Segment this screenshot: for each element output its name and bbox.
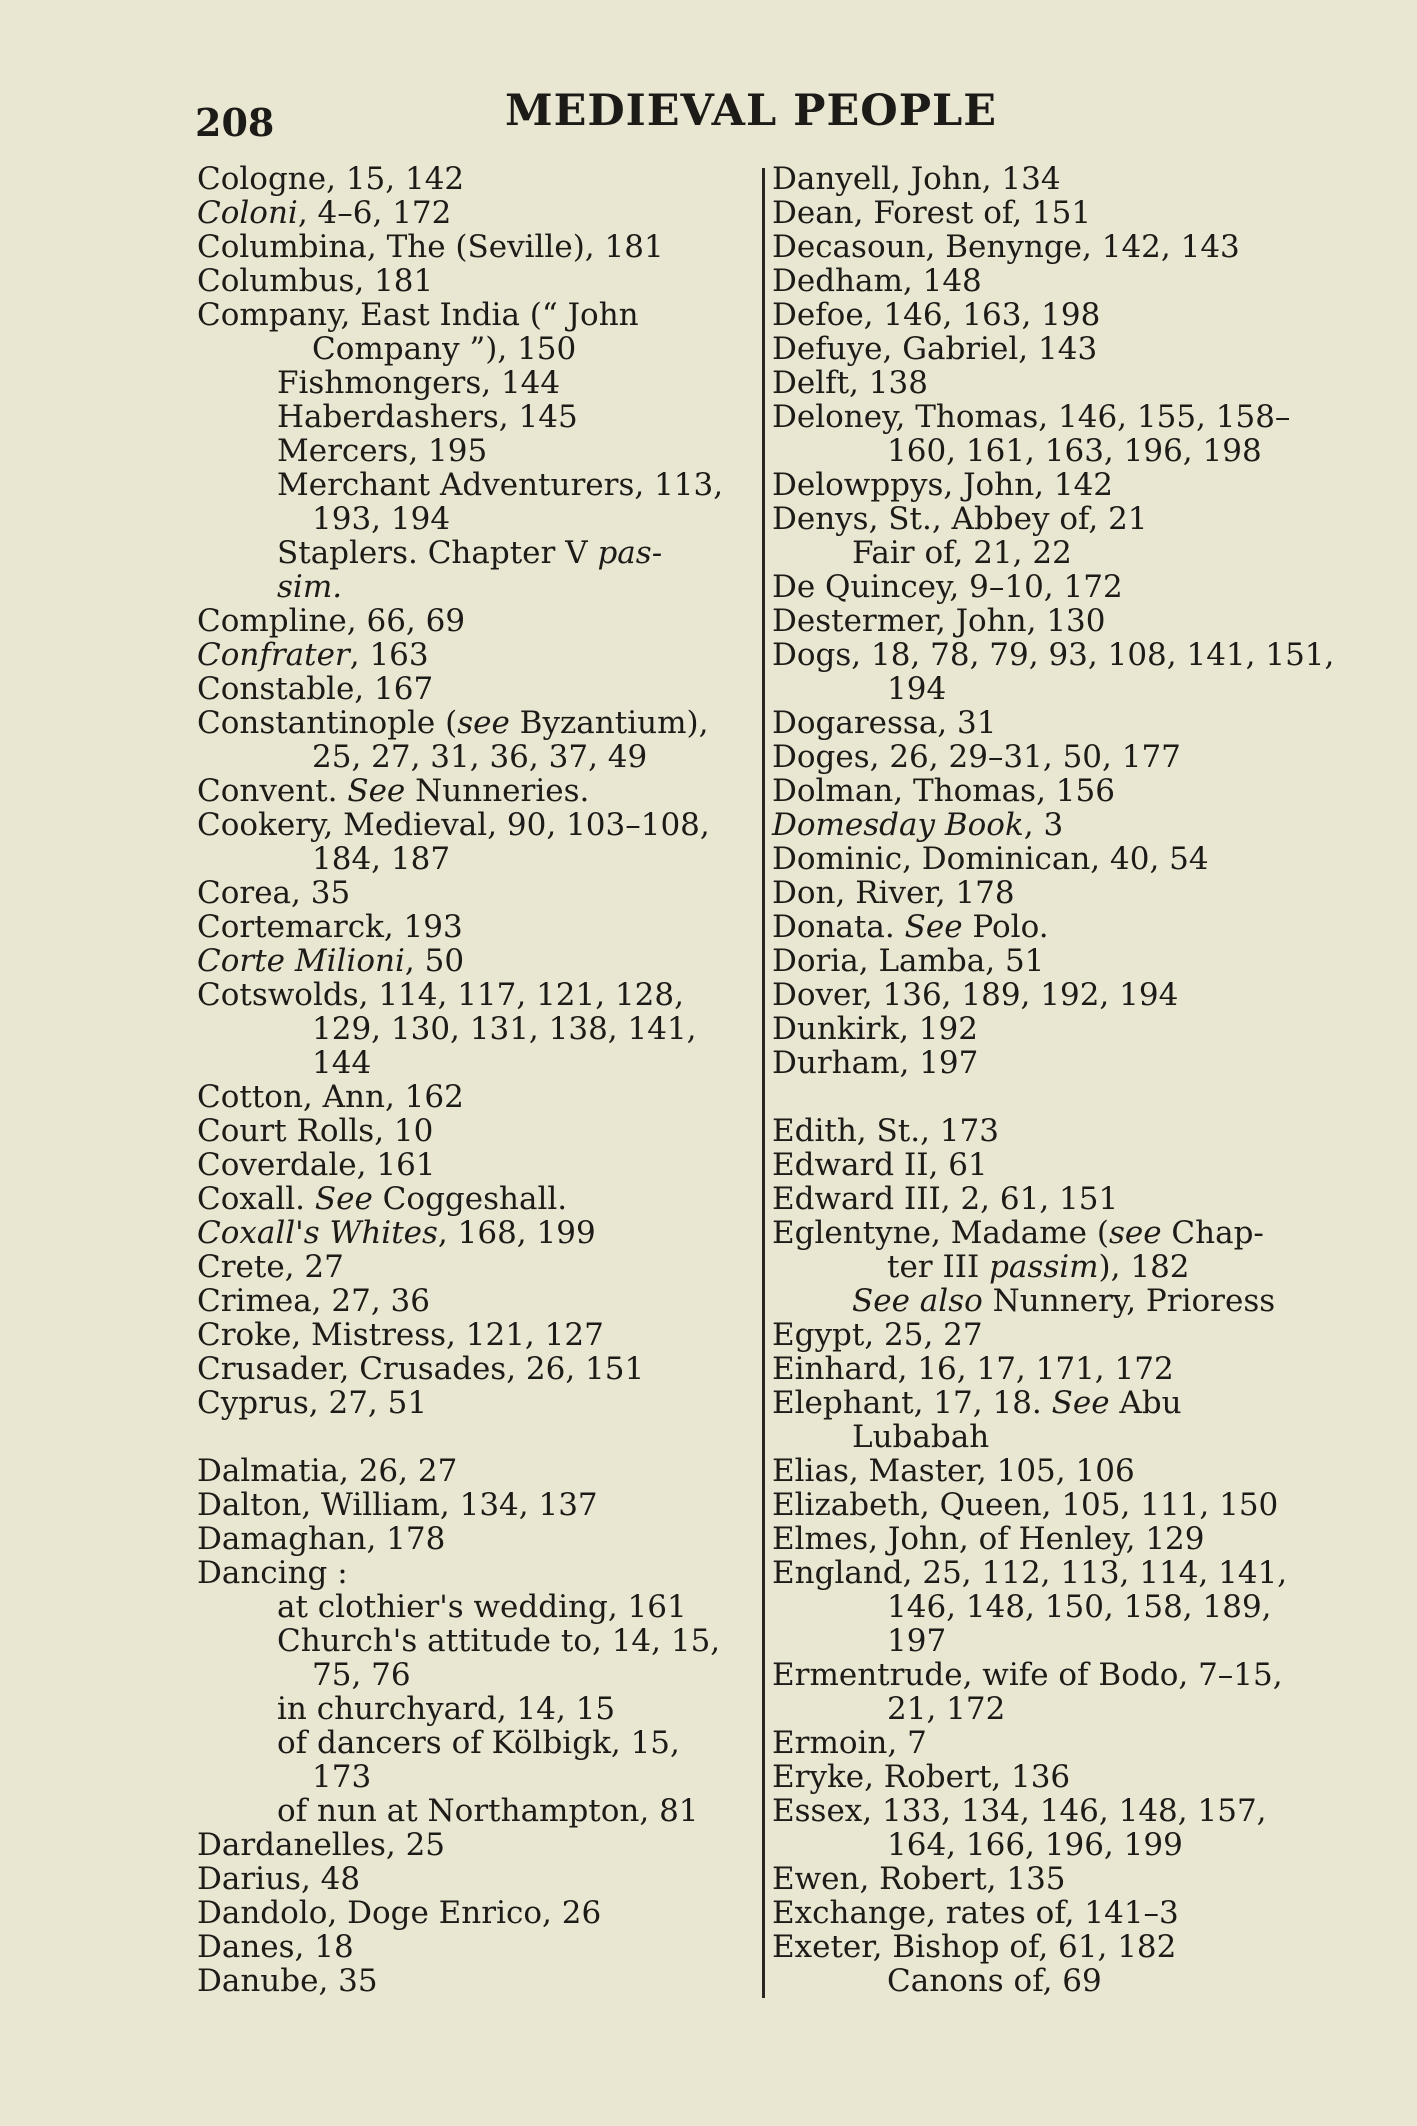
index-entry-line: Cookery, Medieval, 90, 103–108,	[197, 807, 710, 843]
index-entry-line: Dolman, Thomas, 156	[772, 773, 1115, 809]
index-entry-line: Dandolo, Doge Enrico, 26	[197, 1895, 602, 1931]
index-entry-line: Haberdashers, 145	[277, 399, 578, 435]
index-entry-line: 25, 27, 31, 36, 37, 49	[312, 739, 648, 775]
index-entry-line: 194	[887, 671, 947, 707]
index-entry-line: 164, 166, 196, 199	[887, 1827, 1183, 1863]
index-entry-line: Confrater, 163	[197, 637, 429, 673]
index-entry-line: Cologne, 15, 142	[197, 161, 465, 197]
index-entry-line: Constable, 167	[197, 671, 434, 707]
index-entry-line: Decasoun, Benynge, 142, 143	[772, 229, 1240, 265]
index-entry-line: Corte Milioni, 50	[197, 943, 465, 979]
index-entry-line: 197	[887, 1623, 947, 1659]
index-entry-line: Danyell, John, 134	[772, 161, 1061, 197]
index-entry-line: Dogaressa, 31	[772, 705, 997, 741]
index-entry-line: Delowppys, John, 142	[772, 467, 1114, 503]
index-entry-line: sim.	[277, 569, 343, 605]
index-entry-line: Canons of, 69	[887, 1963, 1102, 1999]
index-entry-line: Dominic, Dominican, 40, 54	[772, 841, 1209, 877]
index-entry-line: Dogs, 18, 78, 79, 93, 108, 141, 151,	[772, 637, 1335, 673]
index-entry-line: Dedham, 148	[772, 263, 982, 299]
index-entry-line: 193, 194	[312, 501, 451, 537]
index-entry-line: Domesday Book, 3	[772, 807, 1064, 843]
index-entry-line: 160, 161, 163, 196, 198	[887, 433, 1262, 469]
index-entry-line: Dardanelles, 25	[197, 1827, 446, 1863]
index-entry-line: Elephant, 17, 18. See Abu	[772, 1385, 1182, 1421]
index-entry-line: Defoe, 146, 163, 198	[772, 297, 1101, 333]
index-entry-line: Compline, 66, 69	[197, 603, 466, 639]
index-entry-line: Convent. See Nunneries.	[197, 773, 590, 809]
index-entry-line: Fair of, 21, 22	[852, 535, 1072, 571]
index-entry-line: Eryke, Robert, 136	[772, 1759, 1071, 1795]
section-gap	[197, 1420, 737, 1454]
index-entry-line: Darius, 48	[197, 1861, 361, 1897]
index-entry-line: Fishmongers, 144	[277, 365, 561, 401]
index-entry-line: Eglentyne, Madame (see Chap-	[772, 1215, 1264, 1251]
index-entry-line: Dean, Forest of, 151	[772, 195, 1092, 231]
index-entry-line: Ermoin, 7	[772, 1725, 927, 1761]
index-entry-line: Destermer, John, 130	[772, 603, 1106, 639]
index-entry-line: Coverdale, 161	[197, 1147, 436, 1183]
index-entry-line: Cortemarck, 193	[197, 909, 463, 945]
index-entry-line: Dunkirk, 192	[772, 1011, 978, 1047]
index-entry-line: 129, 130, 131, 138, 141,	[312, 1011, 697, 1047]
index-entry-line: Company, East India (“ John	[197, 297, 639, 333]
index-entry-line: 173	[312, 1759, 372, 1795]
index-entry-line: Edward III, 2, 61, 151	[772, 1181, 1119, 1217]
index-entry-line: Denys, St., Abbey of, 21	[772, 501, 1148, 537]
index-entry-line: Croke, Mistress, 121, 127	[197, 1317, 604, 1353]
index-entry-line: at clothier's wedding, 161	[277, 1589, 687, 1625]
index-column-right	[772, 161, 1335, 1999]
index-entry-line: Durham, 197	[772, 1045, 979, 1081]
index-entry-line: Damaghan, 178	[197, 1521, 446, 1557]
index-entry-line: Dalmatia, 26, 27	[197, 1453, 458, 1489]
index-entry-line: Columbina, The (Seville), 181	[197, 229, 664, 265]
index-entry-line: Coxall's Whites, 168, 199	[197, 1215, 596, 1251]
index-entry-line: Defuye, Gabriel, 143	[772, 331, 1098, 367]
index-entry-line: Einhard, 16, 17, 171, 172	[772, 1351, 1174, 1387]
index-entry-line: Coxall. See Coggeshall.	[197, 1181, 568, 1217]
index-entry-line: Columbus, 181	[197, 263, 434, 299]
index-entry-line: See also Nunnery, Prioress	[852, 1283, 1276, 1319]
index-entry-line: Company ”), 150	[312, 331, 577, 367]
index-entry-line: 184, 187	[312, 841, 451, 877]
index-entry-line: Donata. See Polo.	[772, 909, 1049, 945]
index-entry-line: Deloney, Thomas, 146, 155, 158–	[772, 399, 1291, 435]
index-entry-line: Coloni, 4–6, 172	[197, 195, 452, 231]
index-entry-line: in churchyard, 14, 15	[277, 1691, 616, 1727]
index-entry-line: Danes, 18	[197, 1929, 354, 1965]
index-entry-line: Staplers. Chapter V pas-	[277, 535, 663, 571]
index-entry-line: 144	[312, 1045, 372, 1081]
index-entry-line: Lubabah	[852, 1419, 990, 1455]
index-entry-line: Cyprus, 27, 51	[197, 1385, 428, 1421]
index-entry-line: Essex, 133, 134, 146, 148, 157,	[772, 1793, 1267, 1829]
index-entry-line: Crimea, 27, 36	[197, 1283, 430, 1319]
index-entry-line: Ewen, Robert, 135	[772, 1861, 1066, 1897]
index-entry-line: Crete, 27	[197, 1249, 344, 1285]
index-entry-line: Delft, 138	[772, 365, 928, 401]
page-header	[195, 86, 1285, 146]
index-entry-line: Dalton, William, 134, 137	[197, 1487, 598, 1523]
index-entry-line: 75, 76	[312, 1657, 411, 1693]
index-entry-line: Exchange, rates of, 141–3	[772, 1895, 1179, 1931]
index-entry-line: Ermentrude, wife of Bodo, 7–15,	[772, 1657, 1283, 1693]
index-entry-line: Cotswolds, 114, 117, 121, 128,	[197, 977, 684, 1013]
index-entry-line: Edward II, 61	[772, 1147, 988, 1183]
index-entry-line: Elmes, John, of Henley, 129	[772, 1521, 1205, 1557]
index-entry-line: Constantinople (see Byzantium),	[197, 705, 709, 741]
index-entry-line: Dover, 136, 189, 192, 194	[772, 977, 1179, 1013]
index-entry-line: Cotton, Ann, 162	[197, 1079, 464, 1115]
index-entry-line: 146, 148, 150, 158, 189,	[887, 1589, 1272, 1625]
index-entry-line: of dancers of Kölbigk, 15,	[277, 1725, 680, 1761]
index-entry-line: Doges, 26, 29–31, 50, 177	[772, 739, 1181, 775]
index-entry-line: Elias, Master, 105, 106	[772, 1453, 1135, 1489]
index-entry-line: Doria, Lamba, 51	[772, 943, 1045, 979]
index-entry-line: Dancing :	[197, 1555, 348, 1591]
index-entry-line: Mercers, 195	[277, 433, 488, 469]
index-entry-line: Edith, St., 173	[772, 1113, 999, 1149]
index-entry-line: Merchant Adventurers, 113,	[277, 467, 724, 503]
index-column-left	[197, 162, 737, 1998]
running-head: MEDIEVAL PEOPLE	[505, 86, 998, 136]
index-entry-line: Danube, 35	[197, 1963, 378, 1999]
index-entry-line: De Quincey, 9–10, 172	[772, 569, 1123, 605]
index-entry-line: Crusader, Crusades, 26, 151	[197, 1351, 645, 1387]
index-entry-line: 21, 172	[887, 1691, 1006, 1727]
index-entry-line: Church's attitude to, 14, 15,	[277, 1623, 721, 1659]
index-entry-line: ter III passim), 182	[887, 1249, 1190, 1285]
index-entry-line: Elizabeth, Queen, 105, 111, 150	[772, 1487, 1279, 1523]
index-entry-line: Corea, 35	[197, 875, 351, 911]
index-entry-line: Exeter, Bishop of, 61, 182	[772, 1929, 1177, 1965]
index-entry-line: England, 25, 112, 113, 114, 141,	[772, 1555, 1288, 1591]
index-entry-line: Don, River, 178	[772, 875, 1015, 911]
page-number: 208	[195, 100, 275, 145]
index-entry-line: Court Rolls, 10	[197, 1113, 434, 1149]
index-entry-line: Egypt, 25, 27	[772, 1317, 983, 1353]
column-divider	[762, 168, 765, 1998]
section-gap	[772, 1080, 1327, 1114]
index-entry-line: of nun at Northampton, 81	[277, 1793, 699, 1829]
